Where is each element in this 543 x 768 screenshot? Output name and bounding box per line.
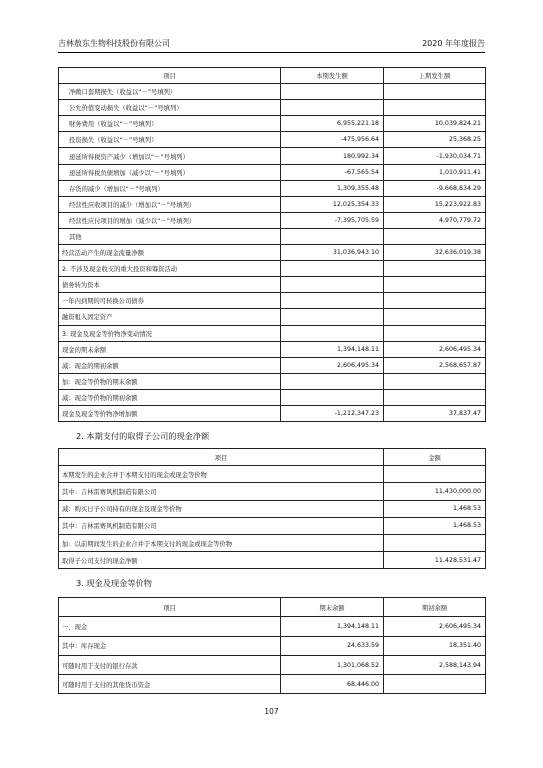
table-row — [59, 675, 486, 694]
table-cell: -1,930,034.71 — [384, 148, 486, 164]
table-cell: 2,606,495.34 — [384, 617, 486, 636]
table-cell: 2,568,657.87 — [384, 357, 486, 373]
table-cell: 1,010,911.41 — [384, 164, 486, 180]
table-row — [59, 341, 486, 357]
table-cell: 1,301,068.52 — [281, 655, 384, 674]
table-cell: 12,025,354.33 — [281, 196, 384, 212]
table-row — [59, 245, 486, 261]
table-cell: 11,430,000.00 — [384, 483, 486, 500]
table-cell — [281, 389, 384, 405]
page-number: 107 — [264, 707, 279, 716]
table-cell: 减：购买日子公司持有的现金及现金等价物 — [59, 500, 384, 517]
column-header: 项目 — [59, 449, 384, 466]
table-cell: 经营性应收项目的减少（增加以“－”号填列） — [59, 196, 281, 212]
table-cell: 公允价值变动损失（收益以“－”号填列） — [59, 100, 281, 116]
table-cell: 2. 不涉及现金收支的重大投资和筹资活动 — [59, 261, 281, 277]
table-cell: 4,970,779.72 — [384, 212, 486, 228]
table-cell — [384, 228, 486, 244]
column-header: 本期发生额 — [281, 68, 384, 84]
table-cell: 存货的减少（增加以“－”号填列） — [59, 180, 281, 196]
table-cell — [384, 325, 486, 341]
table-cell: -475,956.64 — [281, 132, 384, 148]
table-cell — [281, 100, 384, 116]
section-title-cash-equivalents: 3. 现金及现金等价物 — [76, 578, 152, 588]
table-cell: 经营性应付项目的增加（减少以“－”号填列） — [59, 212, 281, 228]
table-header-row — [59, 449, 486, 466]
table-cell: -1,212,347.23 — [281, 405, 384, 421]
table-row — [59, 261, 486, 277]
cash-flow-supplement-table — [58, 67, 486, 422]
table-row — [59, 325, 486, 341]
table-cell: 18,351.40 — [384, 636, 486, 655]
table-row — [59, 196, 486, 212]
table-row — [59, 164, 486, 180]
table-cell: 现金的期末余额 — [59, 341, 281, 357]
table-cell: 24,633.59 — [281, 636, 384, 655]
table-row — [59, 100, 486, 116]
table-cell: 投资损失（收益以“－”号填列） — [59, 132, 281, 148]
table-cell: 债务转为资本 — [59, 277, 281, 293]
table-cell: 经营活动产生的现金流量净额 — [59, 245, 281, 261]
table-cell: 32,636,019.38 — [384, 245, 486, 261]
table-cell: 可随时用于支付的其他货币资金 — [59, 675, 281, 694]
page-header — [58, 38, 485, 52]
table-row — [59, 148, 486, 164]
table-cell: 11,428,531.47 — [384, 552, 486, 569]
table-cell — [281, 309, 384, 325]
table-row — [59, 180, 486, 196]
table-cell: 其中：吉林雷赛风机制造有限公司 — [59, 483, 384, 500]
table-cell — [384, 261, 486, 277]
table-row — [59, 636, 486, 655]
table-cell: 现金及现金等价物净增加额 — [59, 405, 281, 421]
table-cell: 加：现金等价物的期末余额 — [59, 373, 281, 389]
table-cell: 1,394,148.11 — [281, 617, 384, 636]
table-cell: -9,668,834.29 — [384, 180, 486, 196]
table-cell: 财务费用（收益以“－”号填列） — [59, 116, 281, 132]
column-header: 期末余额 — [281, 598, 384, 617]
table-cell: -7,395,705.59 — [281, 212, 384, 228]
table-cell: 2,588,143.94 — [384, 655, 486, 674]
table-row — [59, 309, 486, 325]
table-cell — [281, 261, 384, 277]
table-row — [59, 500, 486, 517]
table-cell: 减：现金的期初余额 — [59, 357, 281, 373]
table-cell: 10,039,824.21 — [384, 116, 486, 132]
cash-equivalents-table — [58, 597, 486, 694]
table-cell: 37,837.47 — [384, 405, 486, 421]
table-cell: 其他 — [59, 228, 281, 244]
table-cell: 6,955,221.18 — [281, 116, 384, 132]
table-cell — [281, 228, 384, 244]
table-cell: 一、现金 — [59, 617, 281, 636]
table-cell — [384, 293, 486, 309]
table-cell — [281, 277, 384, 293]
table-cell: 其中：吉林雷赛风机制造有限公司 — [59, 517, 384, 534]
table-cell — [281, 373, 384, 389]
table-cell — [384, 466, 486, 483]
table-cell: 一年内到期的可转换公司债券 — [59, 293, 281, 309]
table-row — [59, 132, 486, 148]
table-cell — [384, 675, 486, 694]
table-cell: 1,394,148.11 — [281, 341, 384, 357]
table-cell: 融资租入固定资产 — [59, 309, 281, 325]
table-row — [59, 466, 486, 483]
table-row — [59, 483, 486, 500]
table-cell — [281, 84, 384, 100]
report-title: 2020 年年度报告 — [422, 39, 485, 48]
table-row — [59, 534, 486, 551]
table-cell: 加：以前期间发生的企业合并于本期支付的现金或现金等价物 — [59, 534, 384, 551]
table-cell: 递延所得税资产减少（增加以“－”号填列） — [59, 148, 281, 164]
section-title-subsidiary-cash: 2. 本期支付的取得子公司的现金净额 — [76, 431, 210, 441]
subsidiary-cash-table — [58, 448, 486, 569]
table-header-row — [59, 598, 486, 617]
column-header: 期初余额 — [384, 598, 486, 617]
table-cell: 其中：库存现金 — [59, 636, 281, 655]
table-cell: 180,992.34 — [281, 148, 384, 164]
column-header: 项目 — [59, 68, 281, 84]
table-cell: 净敞口套期损失（收益以“－”号填列） — [59, 84, 281, 100]
table-cell — [384, 84, 486, 100]
table-row — [59, 293, 486, 309]
table-cell: 2,606,495.34 — [384, 341, 486, 357]
column-header: 上期发生额 — [384, 68, 486, 84]
table-row — [59, 357, 486, 373]
table-row — [59, 517, 486, 534]
table-cell — [281, 325, 384, 341]
table-row — [59, 389, 486, 405]
table-cell: 2,606,495.34 — [281, 357, 384, 373]
table-row — [59, 617, 486, 636]
table-row — [59, 228, 486, 244]
table-row — [59, 405, 486, 421]
table-cell: 25,368.25 — [384, 132, 486, 148]
table-cell — [384, 534, 486, 551]
table-row — [59, 655, 486, 674]
table-cell: 本期发生的企业合并于本期支付的现金或现金等价物 — [59, 466, 384, 483]
company-name: 吉林敖东生物科技股份有限公司 — [58, 39, 170, 48]
table-row — [59, 116, 486, 132]
table-cell — [281, 293, 384, 309]
table-cell: 15,223,922.83 — [384, 196, 486, 212]
table-cell — [384, 277, 486, 293]
table-cell: 可随时用于支付的银行存款 — [59, 655, 281, 674]
table-cell: 3. 现金及现金等价物净变动情况 — [59, 325, 281, 341]
table-row — [59, 373, 486, 389]
table-row — [59, 84, 486, 100]
table-cell: 取得子公司支付的现金净额 — [59, 552, 384, 569]
header-rule — [58, 52, 485, 53]
table-cell: 减：现金等价物的期初余额 — [59, 389, 281, 405]
table-cell: 1,468.53 — [384, 517, 486, 534]
column-header: 金额 — [384, 449, 486, 466]
table-row — [59, 277, 486, 293]
table-cell: 1,309,355.48 — [281, 180, 384, 196]
table-cell: 1,468.53 — [384, 500, 486, 517]
table-cell — [384, 309, 486, 325]
column-header: 项目 — [59, 598, 281, 617]
table-row — [59, 212, 486, 228]
table-cell: -67,565.54 — [281, 164, 384, 180]
table-cell — [384, 389, 486, 405]
table-cell: 31,036,943.10 — [281, 245, 384, 261]
table-cell — [384, 100, 486, 116]
table-row — [59, 552, 486, 569]
table-header-row — [59, 68, 486, 84]
table-cell: 68,446.00 — [281, 675, 384, 694]
table-cell — [384, 373, 486, 389]
table-cell: 递延所得税负债增加（减少以“－”号填列） — [59, 164, 281, 180]
